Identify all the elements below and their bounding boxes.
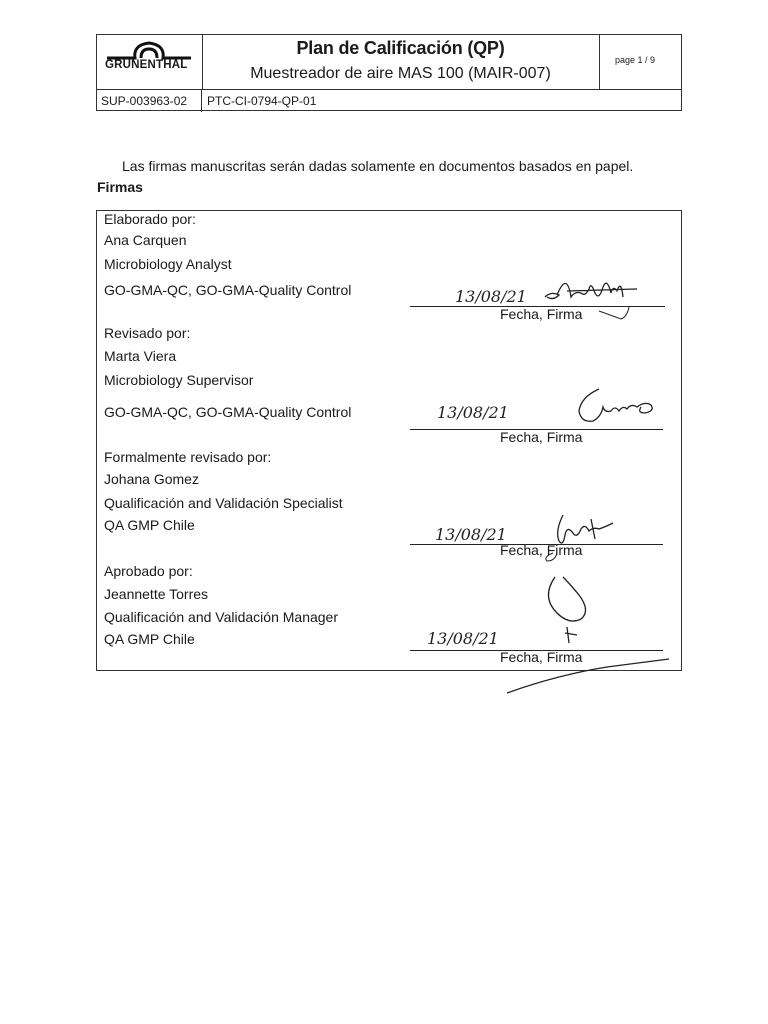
document-header <box>96 34 682 111</box>
signature-role: Aprobado por: <box>104 563 193 579</box>
handwritten-date: 13/08/21 <box>455 287 527 306</box>
logo-wordmark: GRUNENTHAL <box>105 59 188 71</box>
signature-role: Formalmente revisado por: <box>104 449 272 465</box>
handwritten-date: 13/08/21 <box>437 403 509 422</box>
signature-name: Marta Viera <box>104 348 177 364</box>
handwritten-date: 13/08/21 <box>427 629 499 648</box>
page-cell <box>599 35 681 89</box>
handwritten-date: 13/08/21 <box>435 525 507 544</box>
title-cell <box>202 35 600 89</box>
signature-department: QA GMP Chile <box>104 631 195 647</box>
document-subtitle: Muestreador de aire MAS 100 (MAIR-007) <box>250 65 551 82</box>
intro-text: Las firmas manuscritas serán dadas solamente en documentos basados en papel. <box>122 158 634 174</box>
signature-caption: Fecha, Firma <box>500 306 583 322</box>
handwritten-signature <box>571 383 661 429</box>
signature-department: GO-GMA-QC, GO-GMA-Quality Control <box>104 404 352 420</box>
handwritten-signature <box>497 563 687 703</box>
signature-department: QA GMP Chile <box>104 517 195 533</box>
section-title: Firmas <box>97 179 143 195</box>
signature-name: Jeannette Torres <box>104 586 209 602</box>
signature-position: Microbiology Analyst <box>104 256 232 272</box>
document-code-left: SUP-003963-02 <box>97 90 202 112</box>
code-row <box>97 89 681 112</box>
signature-position: Qualificación and Validación Specialist <box>104 495 343 511</box>
signature-role: Revisado por: <box>104 325 191 341</box>
signature-caption: Fecha, Firma <box>500 429 583 445</box>
page-number: page 1 / 9 <box>615 55 656 65</box>
signature-name: Johana Gomez <box>104 471 199 487</box>
signature-role: Elaborado por: <box>104 211 196 227</box>
logo-arch-icon <box>103 39 195 61</box>
signature-department: GO-GMA-QC, GO-GMA-Quality Control <box>104 282 352 298</box>
signature-position: Qualificación and Validación Manager <box>104 609 338 625</box>
document-code-right: PTC-CI-0794-QP-01 <box>207 94 317 108</box>
signature-name: Ana Carquen <box>104 232 187 248</box>
signature-caption: Fecha, Firma <box>500 649 583 665</box>
signature-table <box>96 210 682 671</box>
document-title: Plan de Calificación (QP) <box>296 38 505 58</box>
signature-caption: Fecha, Firma <box>500 542 583 558</box>
signature-position: Microbiology Supervisor <box>104 372 254 388</box>
company-logo <box>97 35 203 89</box>
